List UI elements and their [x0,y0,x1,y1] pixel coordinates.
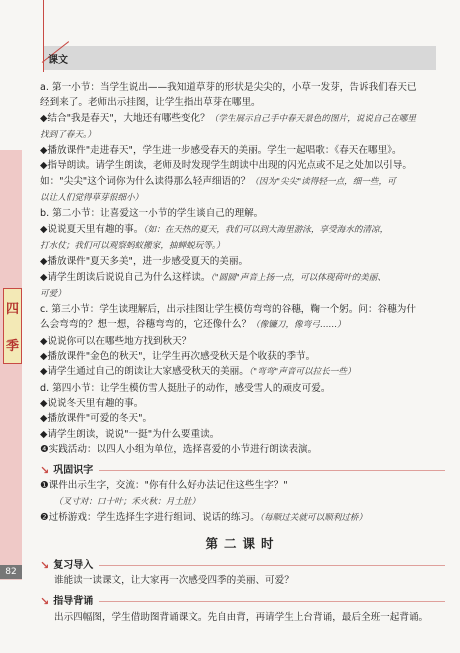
section-head-recite [40,594,445,609]
text-line [40,349,445,364]
text-line [40,270,445,286]
text-line [40,317,445,333]
text-note: （叉寸对：口十叶；禾火秋：月土肚） [54,496,201,507]
section-mark-icon: ↘ [40,595,50,609]
text-line [40,206,445,221]
text-line [40,381,445,396]
text-line [40,95,445,110]
text-note: （"圆圆"声音上扬一点，可以体现荷叶的美丽、 [210,272,386,283]
text-main: ◆指导朗读。请学生朗读，老师及时发现学生朗读中出现的闪光点或不足之处加以引导。 [40,160,412,172]
text-main: ◆说说夏天里有趣的事。 [40,223,144,235]
section-title: 巩固识字 [53,465,94,477]
text-main: ◆请学生朗读，说说"一挺"为什么要重读。 [40,428,220,440]
text-note: 打水仗；我们可以观察蚂蚁搬家，抽蝉蜕玩等。） [40,240,225,251]
main-content [40,80,445,625]
text-main: ◆结合"我是春天"，大地还有哪些变化？ [40,112,210,124]
text-line [40,442,445,457]
section-rule [99,470,445,471]
text-note: （如：在天热的夏天，我们可以到大海里游泳，享受海水的清凉， [143,224,389,235]
text-line [40,111,445,127]
section-text: 谁能读一读课文，让大家再一次感受四季的美丽、可爱？ [54,574,294,586]
text-line [40,143,445,158]
text-line [40,238,445,254]
side-tab-char-1: 四 [5,302,19,317]
section-title: 复习导入 [53,559,94,571]
section-title: 指导背诵 [53,596,94,608]
text-main: ◆播放课件"金色的秋天"，让学生再次感受秋天是个收获的季节。 [40,351,316,363]
text-main: ❶课件出示生字，交流："你有什么好办法记住这些生字？" [40,480,288,492]
text-main: ◆请学生通过自己的朗读让大家感受秋天的美丽。 [40,366,249,378]
text-note: 找到了春天。） [40,129,96,140]
header-label: 课文 [48,55,68,66]
section-head-review [40,558,445,573]
text-line [40,80,445,95]
header-bar [44,46,436,70]
section-rule [99,601,445,602]
section-rule [99,565,445,566]
text-main: 经到来了。老师出示挂图，让学生指出草芽在哪里。 [40,97,261,109]
text-main: ◆播放课件"走进春天"，学生进一步感受春天的美丽。学生一起唱歌：《春天在哪里》。 [40,145,402,157]
text-line [40,174,445,190]
side-tab-char-2: 季 [5,339,19,354]
text-note: （像镰刀，像弯弓……） [251,320,346,331]
text-main: ◆请学生朗读后说说自己为什么这样读。 [40,271,211,283]
text-note: （学生展示自己手中春天景色的图片，说说自己在哪里 [209,113,416,124]
section-mark-icon: ↘ [40,558,50,572]
text-note: （"弯弯"声音可以拉长一些） [248,367,356,378]
text-line [40,222,445,238]
text-main: b. 第二小节：让喜爱这一小节的学生谈自己的理解。 [40,208,264,220]
lesson-title: 第二课时 [205,536,280,552]
text-note: 以让人们觉得草芽很细小） [40,193,144,204]
text-line [40,396,445,411]
text-note: （每顺过关就可以顺利过桥） [259,513,368,524]
text-main: 如："尖尖"这个词你为什么读得那么轻声细语的？ [40,175,251,187]
text-main: 么会弯弯的？想一想，谷穗弯弯的，它还像什么？ [40,319,252,331]
text-main: ◆播放课件"夏天多美"，进一步感受夏天的美丽。 [40,256,249,268]
text-main: a. 第一小节：当学生说出——我知道草芽的形状是尖尖的，小草一发芽，告诉我们春天已 [40,82,417,93]
text-line [40,158,445,173]
text-note: 可爱） [40,288,66,299]
text-main: ◆说说你可以在哪些地方找到秋天？ [40,335,192,347]
text-line [40,494,445,510]
text-line [40,427,445,442]
text-main: d. 第四小节：让学生模仿雪人挺肚子的动作，感受雪人的顽皮可爱。 [40,382,331,394]
text-note: （因为"尖尖"读得轻一点，细一些，可 [250,176,396,187]
text-line [40,254,445,269]
text-main: ◆播放课件"可爱的冬天"。 [40,413,153,425]
section-head-consolidate [40,463,445,478]
section-text: 出示四幅图，学生借助图背诵课文。先自由背，再请学生上台背诵，最后全班一起背诵。 [54,611,429,623]
text-line [40,364,445,380]
side-tab-label [3,288,22,364]
text-line [40,190,445,206]
text-main: c. 第三小节：学生读理解后，出示挂图让学生模仿弯弯的谷穗，鞠一个躬。问：谷穗为什 [40,304,416,316]
text-line [40,478,445,493]
text-line [40,411,445,426]
side-band [0,150,22,580]
text-main: ❹实践活动：以四人小组为单位，选择喜爱的小节进行朗读表演。 [40,443,318,455]
text-line [40,302,445,317]
text-line [40,510,445,526]
page-number: 82 [0,565,22,579]
text-main: ❷过桥游戏：学生选择生字进行组词、说话的练习。 [40,512,260,524]
text-main: ◆说说冬天里有趣的事。 [40,397,144,409]
body-lines [40,80,445,457]
text-line [40,127,445,143]
section1-lines [40,478,445,526]
text-line [40,334,445,349]
text-line [40,286,445,302]
section-mark-icon: ↘ [40,464,50,478]
